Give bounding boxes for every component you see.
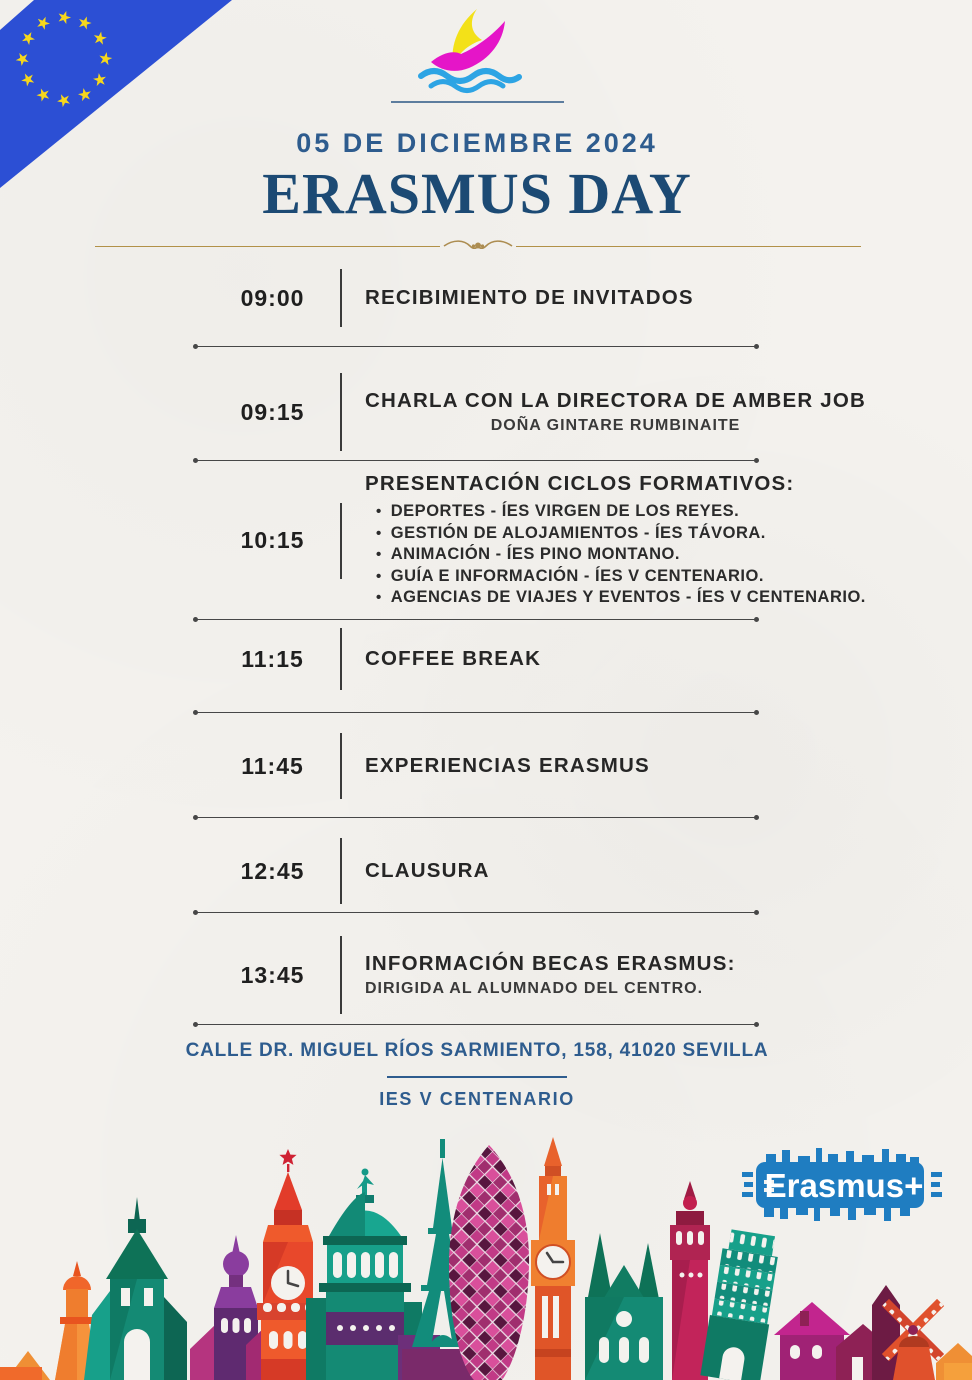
bullet-text: GUÍA E INFORMACIÓN - ÍES V CENTENARIO. [390,566,764,585]
page-title: ERASMUS DAY [262,161,692,226]
erasmus-plus-logo-text: Erasmus+ [764,1167,924,1204]
eu-star-icon [89,28,109,48]
agenda-row [205,468,905,613]
agenda-time: 09:00 [240,284,305,311]
agenda-row [205,730,905,802]
big-ben-illustration [531,1137,575,1380]
ornament-divider [95,238,861,254]
agenda-title: COFFEE BREAK [365,647,542,670]
bullet-dot-icon [365,587,391,609]
agenda-row [205,375,905,449]
event-date: 05 DE DICIEMBRE 2024 [296,128,658,158]
section-separator [195,712,757,713]
bullet-dot-icon [365,566,391,588]
agenda-title: CLAUSURA [365,859,490,882]
bullet-dot-icon [365,544,391,566]
agenda-title: INFORMACIÓN BECAS ERASMUS: [365,952,736,975]
pisa-tower-illustration [700,1228,783,1380]
sailboat-waves-logo-icon [409,6,545,98]
eu-star-icon [18,69,39,90]
agenda-time: 11:15 [241,645,304,672]
logo-underline [391,101,564,103]
agenda-time: 11:45 [241,752,304,779]
section-separator [195,619,757,620]
gothic-church-illustration [585,1233,663,1380]
agenda-time: 10:15 [240,527,305,553]
agenda-title: PRESENTACIÓN CICLOS FORMATIVOS: [365,472,795,496]
bullet-text: GESTIÓN DE ALOJAMIENTOS - ÍES TÁVORA. [390,523,766,542]
agenda-time: 13:45 [240,961,305,988]
agenda-bullet [365,587,866,609]
bullet-text: ANIMACIÓN - ÍES PINO MONTANO. [390,545,680,564]
campanile-tower-illustration [670,1181,710,1380]
erasmus-plus-logo [742,1142,942,1230]
divider-line [516,246,861,247]
eu-star-icon [13,49,34,70]
section-separator [195,912,757,913]
agenda-time: 12:45 [240,857,305,884]
agenda-bullet [365,544,866,566]
section-separator [195,346,757,347]
agenda-bullet-list [365,501,866,609]
agenda-bullet [365,501,866,523]
right-house-illustration [936,1343,972,1380]
agenda-row [205,835,905,907]
scroll-ornament-icon [440,238,516,254]
section-separator [195,460,757,461]
eu-star-icon [53,7,76,30]
bullet-text: DEPORTES - ÍES VIRGEN DE LOS REYES. [390,502,740,521]
organization-name: IES V CENTENARIO [379,1089,575,1109]
prague-tower-illustration [84,1197,187,1380]
divider-line [95,246,440,247]
gherkin-tower-illustration [449,1145,529,1380]
bullet-text: AGENCIAS DE VIAJES Y EVENTOS - ÍES V CENTENARIO. [390,588,866,607]
agenda-bullet [365,523,866,545]
section-separator [195,1024,757,1025]
eu-star-icon [54,90,75,111]
agenda-title: EXPERIENCIAS ERASMUS [365,754,650,777]
agenda-subtitle: DIRIGIDA AL ALUMNADO DEL CENTRO. [365,980,704,997]
agenda-time: 09:15 [240,398,305,425]
agenda-title: RECIBIMIENTO DE INVITADOS [365,286,694,309]
eu-star-icon [95,49,115,69]
left-rooftops-illustration [0,1351,50,1380]
agenda-row [205,262,905,334]
agenda-subtitle: DOÑA GINTARE RUMBINAITE [490,417,741,434]
bullet-dot-icon [365,523,391,545]
section-separator [195,817,757,818]
footer-divider [387,1076,567,1078]
agenda-row [205,938,905,1012]
agenda-row [205,623,905,695]
windmill-illustration [872,1285,944,1380]
agenda-title: CHARLA CON LA DIRECTORA DE AMBER JOB [365,389,867,412]
agenda-bullet [365,566,866,588]
venue-address: CALLE DR. MIGUEL RÍOS SARMIENTO, 158, 41020 SEVILLA [185,1040,769,1061]
bullet-dot-icon [365,501,391,523]
